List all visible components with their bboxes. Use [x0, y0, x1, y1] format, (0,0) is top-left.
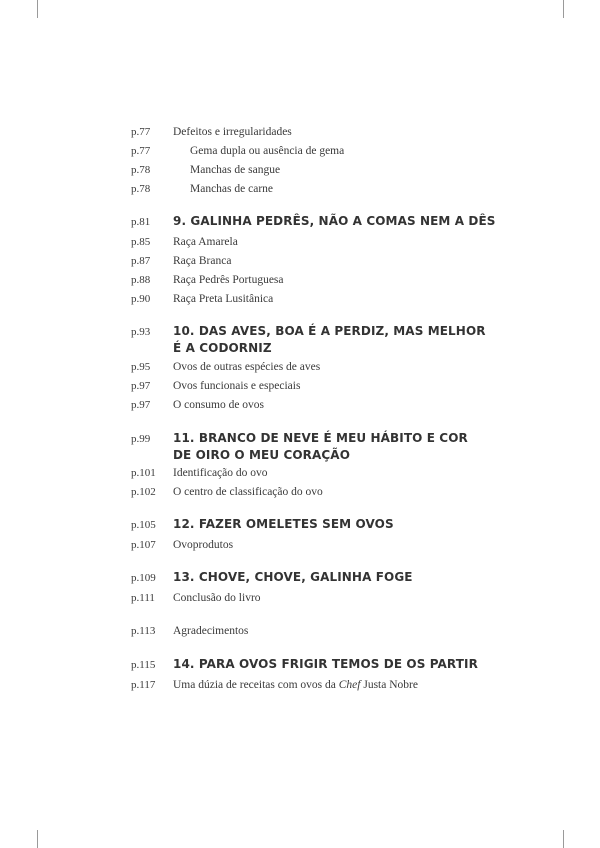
section-title: Raça Pedrês Portuguesa: [173, 274, 284, 286]
section-title: Raça Preta Lusitânica: [173, 293, 274, 305]
page-number: p.88: [131, 274, 151, 286]
chapter-title: 13. CHOVE, CHOVE, GALINHA FOGE: [173, 570, 413, 584]
page-number: p.87: [131, 255, 151, 267]
page-number: p.85: [131, 236, 151, 248]
section-title: Ovos de outras espécies de aves: [173, 361, 321, 373]
title-text: Uma dúzia de receitas com ovos da: [173, 679, 339, 691]
chapter-title-line: É A CODORNIZ: [173, 341, 272, 355]
page-number: p.81: [131, 216, 151, 228]
section-title: Raça Branca: [173, 255, 232, 267]
section-title: Identificação do ovo: [173, 467, 268, 479]
section-title: Defeitos e irregularidades: [173, 126, 292, 138]
page-number: p.97: [131, 380, 151, 392]
chapter-title-line: DE OIRO O MEU CORAÇÃO: [173, 448, 350, 462]
section-title: Ovos funcionais e especiais: [173, 380, 301, 392]
page-number: p.95: [131, 361, 151, 373]
chapter-title: 9. GALINHA PEDRÊS, NÃO A COMAS NEM A DÊS: [173, 214, 496, 228]
page-number: p.101: [131, 467, 156, 479]
section-title: Agradecimentos: [173, 625, 249, 637]
chapter-title-line: 10. DAS AVES, BOA É A PERDIZ, MAS MELHOR: [173, 324, 486, 338]
subsection-title: Manchas de carne: [190, 183, 274, 195]
page-number: p.102: [131, 486, 156, 498]
page-number: p.77: [131, 145, 151, 157]
section-title: O centro de classificação do ovo: [173, 486, 323, 498]
page-number: p.99: [131, 433, 151, 445]
subsection-title: Manchas de sangue: [190, 164, 281, 176]
page-number: p.93: [131, 326, 151, 338]
chapter-title: 14. PARA OVOS FRIGIR TEMOS DE OS PARTIR: [173, 657, 478, 671]
title-text: Justa Nobre: [360, 679, 418, 691]
page-number: p.77: [131, 126, 151, 138]
section-title: Raça Amarela: [173, 236, 238, 248]
chapter-title: [173, 323, 486, 357]
page-number: p.90: [131, 293, 151, 305]
chapter-title: [173, 430, 468, 464]
section-title: Conclusão do livro: [173, 592, 261, 604]
page-number: p.117: [131, 679, 156, 691]
page-number: p.97: [131, 399, 151, 411]
section-title: Ovoprodutos: [173, 539, 234, 551]
section-title: [173, 679, 418, 691]
page-number: p.107: [131, 539, 156, 551]
page-number: p.115: [131, 659, 156, 671]
page-number: p.109: [131, 572, 156, 584]
page-number: p.113: [131, 625, 156, 637]
chapter-title-line: 11. BRANCO DE NEVE É MEU HÁBITO E COR: [173, 431, 468, 445]
page-number: p.105: [131, 519, 156, 531]
page-number: p.78: [131, 164, 151, 176]
chapter-title: 12. FAZER OMELETES SEM OVOS: [173, 517, 394, 531]
subsection-title: Gema dupla ou ausência de gema: [190, 145, 345, 157]
section-title: O consumo de ovos: [173, 399, 265, 411]
title-emphasis: Chef: [338, 679, 361, 691]
page-number: p.111: [131, 592, 155, 604]
page-number: p.78: [131, 183, 151, 195]
